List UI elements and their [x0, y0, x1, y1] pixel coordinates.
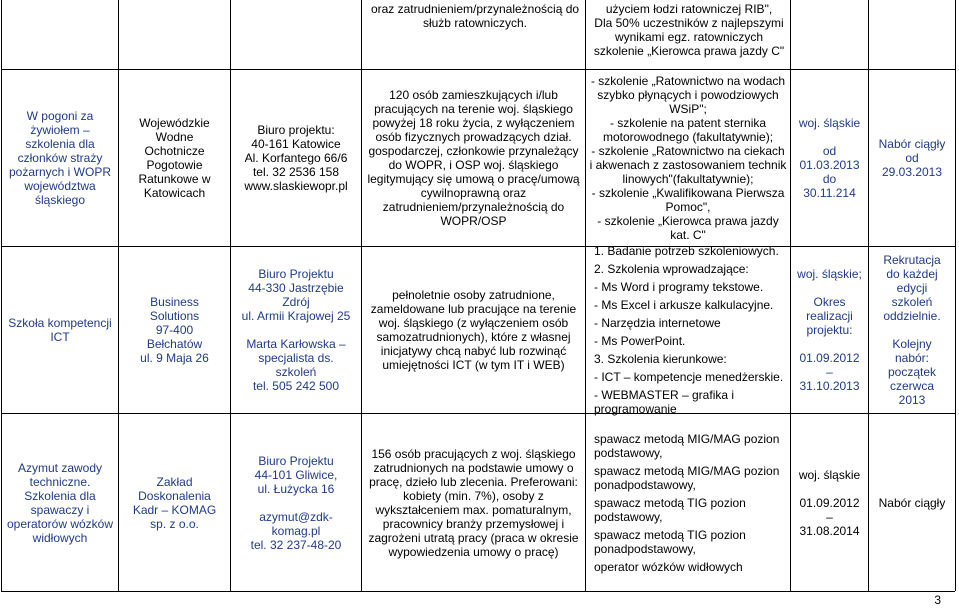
text-line: widłowych — [32, 530, 88, 545]
text-line: ul. Łużycka 16 — [257, 481, 335, 496]
text-line: Kadr – KOMAG — [132, 502, 217, 517]
text-line: spawacz metodą MIG/MAG pozion — [594, 431, 780, 446]
row1-project-name — [2, 70, 118, 246]
text-line: - WEBMASTER – grafika i — [594, 388, 735, 402]
text-line — [294, 323, 297, 337]
text-line: cywilnoprawną oraz — [420, 186, 527, 200]
text-line: - szkolenie „Ratownictwo na wodach — [590, 74, 786, 88]
text-line: oddzielnie. — [883, 309, 941, 323]
text-line: osób fizycznych prowadzących dział. — [375, 130, 572, 144]
row2-project-name — [2, 247, 118, 413]
text-line: szkoleń — [275, 365, 317, 379]
text-line: wypowiedzenia umowy o pracę) — [388, 544, 559, 559]
text-line — [828, 281, 831, 295]
text-line: 31.08.2014 — [799, 523, 860, 538]
text-line: Nabór ciągły — [878, 137, 946, 151]
page-number: 3 — [934, 593, 941, 607]
text-line: Nabór ciągły — [878, 495, 946, 510]
text-line: Business — [150, 295, 199, 309]
text-line: W pogoni za — [26, 109, 94, 123]
text-line: Okres — [813, 295, 846, 309]
text-line: specjalista ds. — [258, 351, 334, 365]
text-line: 2013 — [898, 393, 926, 407]
text-line: nabór: — [894, 351, 930, 365]
text-line: Ochotnicze — [144, 144, 205, 158]
text-line: legitymujący się umową o pracę/umową — [367, 172, 580, 186]
text-line: 156 osób pracujących z woj. śląskiego — [371, 446, 576, 461]
row1-organizer — [119, 70, 230, 246]
top-continuation-c6 — [588, 2, 790, 58]
text-line: operator wózków widłowych — [594, 559, 743, 574]
text-line: komag.pl — [271, 523, 321, 538]
row1-recruitment — [869, 70, 955, 246]
text-line: www.slaskiewopr.pl — [244, 179, 348, 193]
text-line: Ratunkowe w — [138, 172, 211, 186]
row2-area-period — [791, 247, 868, 413]
text-line: żywiołem – — [30, 123, 90, 137]
text-line: gospodarczej, członkowie przynależący — [368, 144, 579, 158]
text-line: od — [822, 144, 837, 158]
text-line: Rekrutacja — [883, 253, 941, 267]
text-line: linowych"(fakultatywnie); — [622, 172, 754, 186]
text-line: pełnoletnie osoby zatrudnione, — [392, 288, 555, 302]
text-line: Azymut zawody — [17, 460, 103, 475]
text-line: 3. Szkolenia kierunkowe: — [594, 352, 727, 366]
text-line: Solutions — [149, 309, 200, 323]
text-line: zameldowane lub pracujące na terenie — [370, 302, 577, 316]
text-line: Pogotowie — [146, 158, 203, 172]
row2-organizer — [119, 247, 230, 413]
text-line: sp. z o.o. — [150, 516, 199, 531]
text-line: kat. C" — [670, 228, 706, 242]
text-line: Biuro Projektu — [258, 453, 334, 468]
text-line: pracownicy branży przemysłowej i — [382, 516, 565, 531]
row3-recruitment — [869, 414, 955, 591]
row1-target-group — [362, 70, 585, 246]
row3-contact — [231, 414, 361, 591]
text-line: ul. Armii Krajowej 25 — [241, 309, 351, 323]
text-line — [828, 337, 831, 351]
text-line: Al. Korfantego 66/6 — [244, 151, 348, 165]
text-line: spawacz metodą TIG pozion — [594, 495, 746, 510]
text-line: do WOPR, i OSP woj. śląskiego — [388, 158, 559, 172]
text-line: tel. 32 2536 158 — [252, 165, 340, 179]
text-line: Biuro projektu: — [257, 123, 335, 137]
text-line: ponadpodstawowy, — [594, 477, 696, 492]
row3-target-group — [362, 414, 585, 591]
row3-training-scope — [594, 414, 788, 591]
text-line: 44-101 Gliwice, — [254, 467, 338, 482]
text-line: 01.03.2013 — [799, 158, 860, 172]
row1-contact — [231, 70, 361, 246]
text-line: spawacz metodą MIG/MAG pozion — [594, 463, 780, 478]
row1-area-period — [791, 70, 868, 246]
text-line: Zakład — [156, 474, 193, 489]
text-line: szybko płynących i powodziowych — [597, 88, 779, 102]
text-line: Szkoła kompetencji — [8, 316, 112, 330]
text-line: - szkolenie „Kierowca prawa jazdy — [597, 214, 779, 228]
row2-training-scope — [594, 244, 788, 416]
text-line: zatrudnionych na podstawie umowy o — [373, 460, 574, 475]
text-line: oraz zatrudnieniem/przynależnością do — [370, 2, 580, 16]
text-line: 120 osób zamieszkujących i/lub — [389, 88, 558, 102]
text-line: - Ms Excel i arkusze kalkulacyjne. — [594, 298, 774, 312]
text-line: spawacz metodą TIG pozion — [594, 527, 746, 542]
text-line: - Ms PowerPoint. — [594, 334, 686, 348]
text-line: Kolejny — [892, 337, 932, 351]
text-line: 40-161 Katowice — [251, 137, 341, 151]
text-line: Pomoc", — [665, 200, 711, 214]
text-line: pracę, dzieło lub zlecenia. Preferowani: — [369, 474, 578, 489]
row2-target-group — [362, 247, 585, 413]
text-line: azymut@zdk- — [259, 509, 333, 524]
text-line: Biuro Projektu — [258, 267, 334, 281]
text-line: kobiety (min. 7%), osoby z — [403, 488, 544, 503]
text-line: operatorów wózków — [6, 516, 114, 531]
top-continuation-c5 — [365, 2, 585, 30]
text-line: podstawowy, — [594, 509, 663, 524]
text-line: użyciem łodzi ratowniczej RIB", — [605, 2, 773, 16]
text-line: od — [905, 151, 919, 165]
text-line: Wojewódzkie — [139, 116, 210, 130]
text-line: umiejętności ICT (w tym IT i WEB) — [382, 358, 565, 372]
text-line: służb ratowniczych. — [422, 16, 528, 30]
text-line: początek — [887, 365, 937, 379]
text-line: woj. śląskie; — [797, 267, 862, 281]
text-line: i akwenach z zastosowaniem technik — [589, 158, 787, 172]
row3-project-name — [2, 414, 118, 591]
text-line: WSiP"; — [669, 102, 707, 116]
row1-training-scope — [586, 70, 790, 246]
text-line: - Ms Word i programy tekstowe. — [594, 280, 764, 294]
text-line: szkoleń — [891, 295, 933, 309]
text-line: 2. Szkolenia wprowadzające: — [594, 262, 749, 276]
text-line: ponadpodstawowy, — [594, 541, 696, 556]
text-line: zagrożeni utratą pracy (praca w okresie — [368, 530, 579, 545]
text-line: - ICT – kompetencje menedżerskie. — [594, 370, 784, 384]
text-line: 44-330 Jastrzębie — [248, 281, 344, 295]
text-line: woj. śląskiego (z wyłączeniem osób — [378, 316, 569, 330]
text-line: 29.03.2013 — [881, 165, 943, 179]
text-line: tel. 32 237-48-20 — [250, 537, 342, 552]
text-line: wynikami egz. ratowniczych — [614, 30, 764, 44]
text-line: edycji — [896, 281, 928, 295]
text-line: do — [822, 172, 837, 186]
text-line — [828, 130, 831, 144]
text-line: do każdej — [886, 267, 938, 281]
text-line: woj. śląskie — [798, 467, 861, 482]
text-line: szkolenie „Kierowca prawa jazdy C" — [593, 44, 785, 58]
text-line: 97-400 — [155, 323, 194, 337]
text-line: Zdrój — [282, 295, 310, 309]
text-line — [910, 323, 913, 337]
text-line: czerwca — [889, 379, 934, 393]
text-line: 30.11.214 — [803, 186, 856, 200]
text-line: szkolenia dla — [25, 137, 95, 151]
text-line: techniczne. — [29, 474, 91, 489]
text-line: Szkolenia dla — [24, 488, 96, 503]
text-line — [828, 482, 831, 496]
text-line: – — [826, 509, 833, 524]
text-line: Wodne — [155, 130, 194, 144]
text-line: Katowicach — [143, 186, 206, 200]
text-line — [294, 496, 297, 510]
text-line: podstawowy, — [594, 445, 663, 460]
text-line: programowanie — [594, 402, 677, 416]
text-line: ul. 9 Maja 26 — [140, 351, 209, 365]
text-line: - szkolenie „Ratownictwo na ciekach — [591, 144, 785, 158]
text-line: - szkolenie na patent sternika — [609, 116, 767, 130]
text-line: zatrudnieniem/przynależnością do — [382, 200, 565, 214]
row3-area-period — [791, 414, 868, 591]
text-line: pracujących na terenie woj. śląskiego — [374, 102, 573, 116]
text-line: powyżej 18 roku życia, z wyłączeniem — [372, 116, 575, 130]
text-line: - szkolenie „Kwalifikowana Pierwsza — [591, 186, 785, 200]
text-line: Dla 50% uczestników z najlepszymi — [594, 16, 784, 30]
row3-organizer — [119, 414, 230, 591]
row2-contact — [231, 247, 361, 413]
text-line: województwa — [24, 179, 96, 193]
row2-recruitment — [869, 247, 955, 413]
text-line: 31.10.2013 — [799, 379, 860, 393]
text-line: realizacji — [806, 309, 853, 323]
text-line: wykształceniem max. pomaturalnym, — [375, 502, 572, 517]
text-line: Doskonalenia — [138, 488, 211, 503]
text-line: – — [826, 365, 833, 379]
text-line: tel. 505 242 500 — [252, 379, 340, 393]
text-line: woj. śląskie — [798, 116, 861, 130]
text-line: projektu: — [806, 323, 853, 337]
text-line: śląskiego — [34, 193, 86, 207]
text-line: inicjatywy chcą nabyć lub rozwinąć — [380, 344, 567, 358]
text-line: WOPR/OSP — [440, 214, 507, 228]
text-line: 01.09.2012 — [799, 351, 860, 365]
text-line: ICT — [50, 330, 70, 344]
text-line: motorowodnego (fakultatywnie); — [602, 130, 774, 144]
text-line: Bełchatów — [146, 337, 203, 351]
text-line: członków straży — [17, 151, 103, 165]
text-line: samozatrudnionych), które z własnej — [376, 330, 571, 344]
text-line: spawaczy i — [30, 502, 90, 517]
text-line: - Narzędzia internetowe — [594, 316, 721, 330]
text-line: pożarnych i WOPR — [8, 165, 112, 179]
text-line: 1. Badanie potrzeb szkoleniowych. — [594, 244, 779, 258]
text-line: 01.09.2012 — [799, 495, 860, 510]
text-line: Marta Karłowska – — [246, 337, 346, 351]
